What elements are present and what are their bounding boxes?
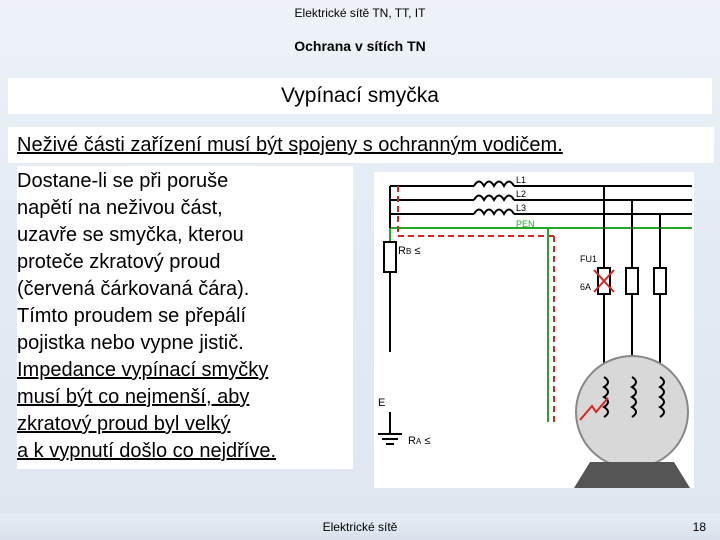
page-number: 18	[692, 520, 706, 534]
slide-heading: Vypínací smyčka	[281, 84, 439, 107]
body-line: zkratový proud byl velký	[17, 413, 231, 435]
intro-sentence: Neživé části zařízení musí být spojeny s ochranným vodičem.	[17, 134, 563, 156]
body-line: napětí na neživou část,	[17, 197, 223, 219]
presentation-title: Elektrické sítě TN, TT, IT	[294, 6, 426, 20]
fault-loop-diagram	[374, 172, 694, 488]
body-line: a k vypnutí došlo co nejdříve.	[17, 440, 277, 462]
slide-heading-box	[8, 78, 712, 114]
body-line: Tímto proudem se přepálí	[17, 305, 246, 327]
body-line: proteče zkratový proud	[17, 251, 221, 273]
body-line: uzavře se smyčka, kterou	[17, 224, 244, 246]
e-label: E	[378, 397, 386, 409]
footer-title: Elektrické sítě	[322, 520, 398, 534]
body-line: Dostane-li se při poruše	[17, 170, 229, 192]
body-line: (červená čárkovaná čára).	[17, 278, 250, 300]
ra-label: RA ≤	[408, 435, 431, 447]
rb-resistor	[384, 242, 396, 272]
l1-coil	[474, 182, 514, 187]
body-text	[17, 166, 353, 469]
rb-label: RB ≤	[398, 245, 421, 257]
l2-label: L2	[516, 189, 527, 199]
l3-label: L3	[516, 203, 527, 213]
body-line: Impedance vypínací smyčky	[17, 359, 269, 381]
pen-label: PEN	[516, 219, 535, 229]
circuit-svg	[374, 172, 694, 488]
motor	[576, 356, 688, 468]
l2-coil	[474, 196, 514, 201]
fu-label: FU1	[580, 254, 598, 264]
l1-label: L1	[516, 175, 527, 185]
body-line: musí být co nejmenší, aby	[17, 386, 250, 408]
body-line: pojistka nebo vypne jistič.	[17, 332, 244, 354]
l3-coil	[474, 210, 514, 215]
fuse-rating-label: 6A	[580, 282, 592, 292]
fuses	[598, 268, 666, 294]
section-title: Ochrana v sítích TN	[294, 38, 426, 54]
motor-base	[574, 462, 690, 488]
